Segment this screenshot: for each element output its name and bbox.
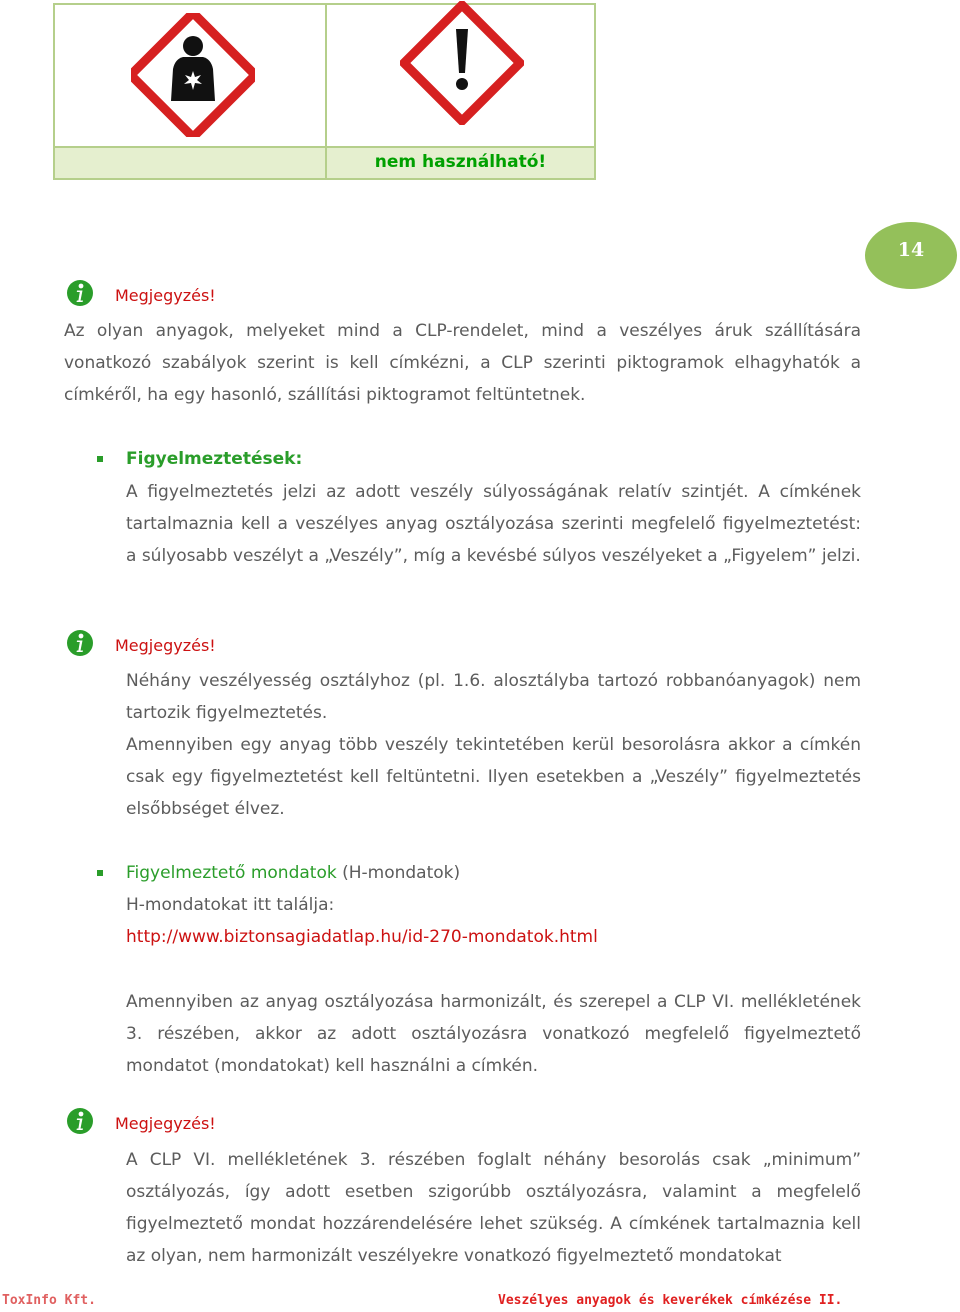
section-h-statements-title: Figyelmeztető mondatok	[126, 863, 337, 883]
h-statements-intro: H-mondatokat itt találja:	[126, 895, 335, 915]
h-statements-text: Amennyiben az anyag osztályozása harmonizált, és szerepel a CLP VI. mellékletének 3. részében, akkor az adott osztályozásra vonatkozó megfelelő figyelmeztető mondatot (mondatokat) kell használni a címkén.	[126, 992, 861, 1076]
pictogram-footer-label: nem használható!	[374, 152, 547, 172]
bullet-marker	[97, 870, 103, 876]
pictogram-cell-left	[55, 5, 327, 146]
ghs07-exclamation-icon	[400, 1, 524, 125]
note-2-text-1: Néhány veszélyesség osztályhoz (pl. 1.6. alosztályba tartozó robbanóanyagok) nem tartozik figyelmeztetés.	[126, 671, 861, 723]
note-2-text-2: Amennyiben egy anyag több veszély tekintetében kerül besorolásra akkor a címkén csak egy figyelmeztetést kell feltüntetni. Ilyen esetekben a „Veszély” figyelmeztetés elsőbbséget élvez.	[126, 735, 861, 819]
footer-company: ToxInfo Kft.	[2, 1293, 96, 1308]
note-title: Megjegyzés!	[115, 286, 216, 305]
page-number-badge: 14	[865, 222, 957, 289]
info-icon	[66, 1107, 94, 1135]
pictogram-table	[53, 3, 596, 180]
note-1-text: Az olyan anyagok, melyeket mind a CLP-rendelet, mind a veszélyes áruk szállítására vonatkozó szabályok szerint is kell címkézni, a CLP szerinti piktogramok elhagyhatók a címkéről, ha egy hasonló, szállítási piktogramot feltüntetnek.	[64, 321, 861, 405]
section-h-statements-suffix: (H-mondatok)	[336, 863, 461, 883]
pictogram-table-footer	[55, 146, 594, 178]
h-statements-link[interactable]: http://www.biztonsagiadatlap.hu/id-270-mondatok.html	[126, 927, 598, 947]
note-3-text: A CLP VI. mellékletének 3. részében foglalt néhány besorolás csak „minimum” osztályozás, így adott esetben szigorúbb osztályozásra, valamint a megfelelő figyelmeztető mondat hozzárendelésére lehet szükség. A címkének tartalmaznia kell az olyan, nem harmonizált veszélyekre vonatkozó figyelmeztető mondatokat	[126, 1150, 861, 1266]
section-warnings-title: Figyelmeztetések:	[126, 449, 303, 469]
ghs08-health-hazard-icon	[131, 13, 255, 137]
note-title: Megjegyzés!	[115, 636, 216, 655]
bullet-marker	[97, 456, 103, 462]
info-icon	[66, 629, 94, 657]
section-warnings-text: A figyelmeztetés jelzi az adott veszély súlyosságának relatív szintjét. A címkének tartalmaznia kell a veszélyes anyag osztályozása szerinti megfelelő figyelmeztetést: a súlyosabb veszélyt a „Veszély”, míg a kevésbé súlyos veszélyeket a „Figyelem” jelzi.	[126, 482, 861, 566]
info-icon	[66, 279, 94, 307]
footer-document-title: Veszélyes anyagok és keverékek címkézése II.	[498, 1293, 843, 1308]
note-title: Megjegyzés!	[115, 1114, 216, 1133]
pictogram-cell-right	[327, 5, 594, 146]
section-h-statements-heading	[126, 857, 861, 889]
